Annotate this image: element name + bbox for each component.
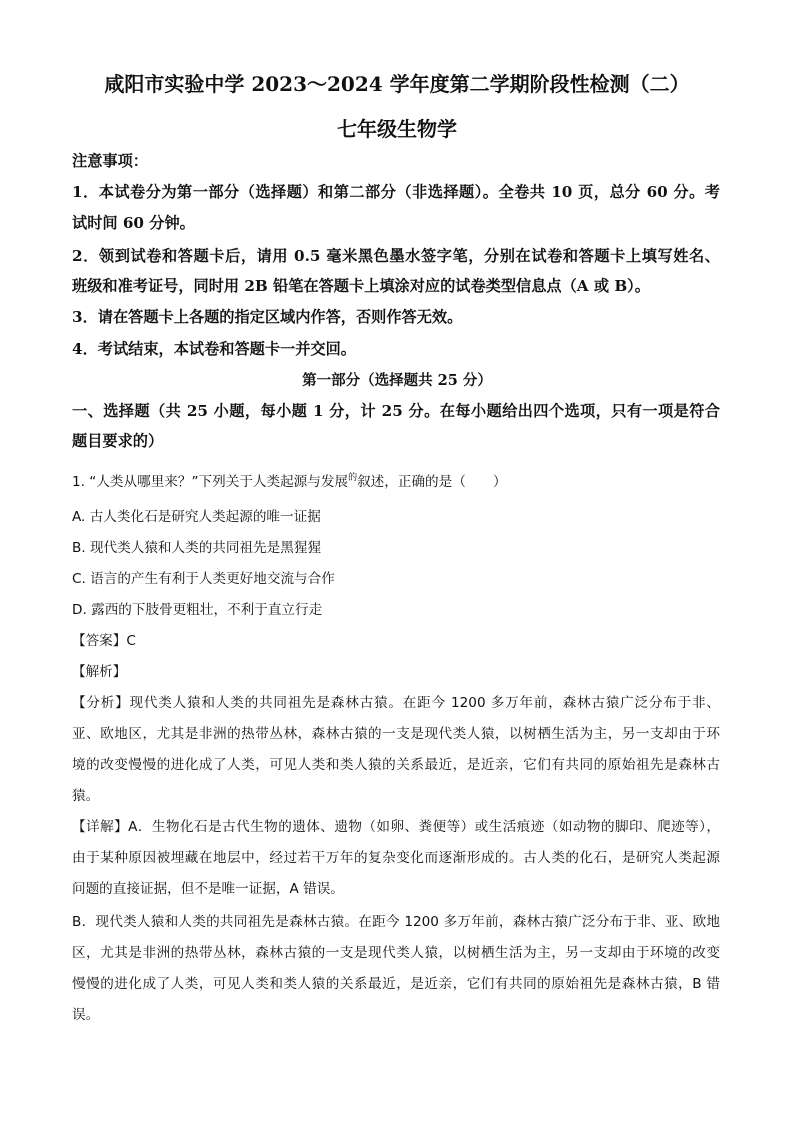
detail-line-5: 区，尤其是非洲的热带丛林，森林古猿的一支是现代类人猿，以树栖生活为主，另一支却由于环境的改变 [72,945,720,961]
notice-item-1-line-1: 1．本试卷分为第一部分（选择题）和第二部分（非选择题）。全卷共 10 页，总分 60 分。考 [72,183,720,201]
question-1-stem-part-1: 1. “人类从哪里来？”下列关于人类起源与发展 [72,474,349,490]
question-1-stem [72,470,507,490]
notice-item-1-line-2: 试时间 60 分钟。 [72,214,195,232]
answer-line: 【答案】C [72,633,136,649]
option-a: A. 古人类化石是研究人类起源的唯一证据 [72,509,321,525]
section-instructions-line-2: 题目要求的） [72,432,164,450]
analysis-heading: 【解析】 [72,664,127,680]
exam-subtitle: 七年级生物学 [337,117,457,141]
detail-line-1: 【详解】A．生物化石是古代生物的遗体、遗物（如卵、粪便等）或生活痕迹（如动物的脚印、爬迹等）， [72,819,720,835]
detail-line-4: B．现代类人猿和人类的共同祖先是森林古猿。在距今 1200 多万年前，森林古猿广泛分布于非、亚、欧地 [72,914,720,930]
detail-line-7: 误。 [72,1007,100,1023]
detail-line-6: 慢慢的进化成了人类，可见人类和类人猿的关系最近，是近亲，它们有共同的原始祖先是森林古猿，B 错 [72,976,720,992]
notice-item-3: 3．请在答题卡上各题的指定区域内作答，否则作答无效。 [72,308,463,326]
section-instructions-line-1: 一、选择题（共 25 小题，每小题 1 分，计 25 分。在每小题给出四个选项，只有一项是符合 [72,402,720,420]
detail-line-2: 由于某种原因被埋藏在地层中，经过若干万年的复杂变化而逐渐形成的。古人类的化石，是研究人类起源 [72,850,720,866]
notice-item-2-line-1: 2．领到试卷和答题卡后，请用 0.5 毫米黑色墨水签字笔，分别在试卷和答题卡上填写姓名、 [72,247,720,265]
part-1-heading: 第一部分（选择题共 25 分） [302,372,492,389]
exam-title: 咸阳市实验中学 2023～2024 学年度第二学期阶段性检测（二） [104,72,690,96]
option-d: D. 露西的下肢骨更粗壮，不利于直立行走 [72,602,323,618]
option-b: B. 现代类人猿和人类的共同祖先是黑猩猩 [72,540,322,556]
question-1-stem-mark: 的 [348,473,358,483]
notice-heading: 注意事项： [72,152,148,170]
analysis-line-4: 猿。 [72,788,100,804]
analysis-line-1: 【分析】现代类人猿和人类的共同祖先是森林古猿。在距今 1200 多万年前，森林古猿广泛分布于非、 [72,695,720,711]
notice-item-2-line-2: 班级和准考证号，同时用 2B 铅笔在答题卡上填涂对应的试卷类型信息点（A 或 B）。 [72,277,650,295]
question-1-stem-part-2: 叙述，正确的是（ ） [357,474,507,490]
notice-item-4: 4．考试结束，本试卷和答题卡一并交回。 [72,340,356,358]
analysis-line-2: 亚、欧地区，尤其是非洲的热带丛林，森林古猿的一支是现代类人猿，以树栖生活为主，另一支却由于环 [72,726,720,742]
detail-line-3: 问题的直接证据，但不是唯一证据，A 错误。 [72,881,344,897]
analysis-line-3: 境的改变慢慢的进化成了人类，可见人类和类人猿的关系最近，是近亲，它们有共同的原始祖先是森林古 [72,757,720,773]
option-c: C. 语言的产生有利于人类更好地交流与合作 [72,571,335,587]
